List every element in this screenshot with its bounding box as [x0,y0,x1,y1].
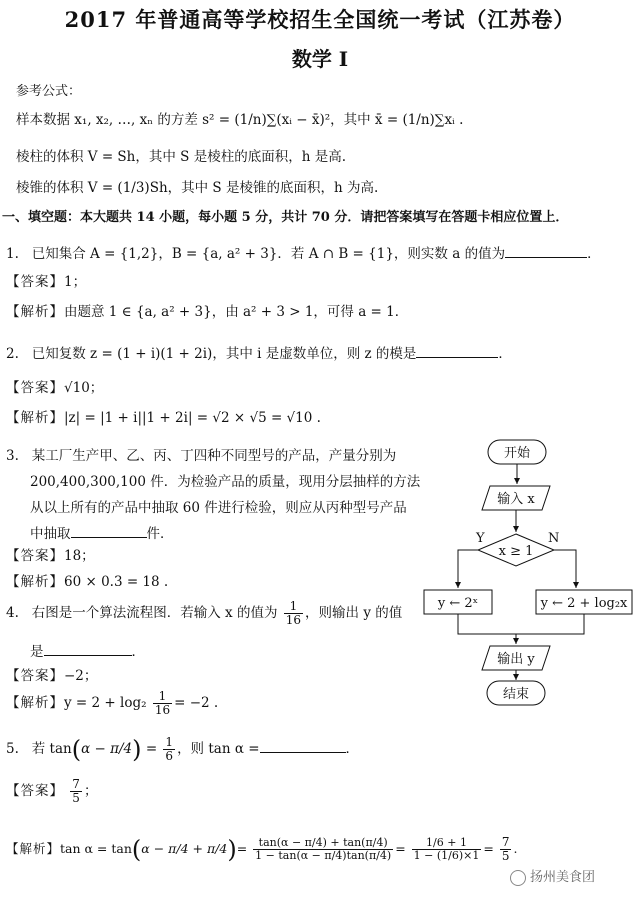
watermark [510,866,595,886]
question-number: 2. [6,346,19,362]
question-end: ． [345,741,360,758]
question-stem: ，则 tan α = [177,741,260,758]
analysis-2 [6,406,321,426]
answer-5 [6,778,97,805]
analysis-1 [6,300,408,320]
question-stem: 已知集合 A = {1,2}，B = {a, a² + 3}．若 A ∩ B = {1}，则实数 a 的值为 [31,246,506,262]
section-heading: 一、填空题：本大题共 14 小题，每小题 5 分，共计 70 分．请把答案填写在答题卡相应位置上． [2,210,569,225]
question-3-line-2: 200,400,300,100 件．为检验产品的质量，现用分层抽样的方法 [30,474,421,490]
fraction [253,837,393,862]
question-4-line-2 [30,640,145,660]
question-stem: ，则输出 y 的值 [305,605,403,622]
fraction-num: 1 [165,735,174,749]
fraction-den: 16 [154,703,171,718]
answer-label: 【答案】 [6,668,64,684]
answer-4 [6,664,97,684]
question-end: ． [131,644,145,660]
answer-label: 【答案】 [6,380,64,396]
fraction-num: 1/6 + 1 [412,837,482,850]
answer-value: ； [83,783,98,800]
question-1 [6,242,601,262]
question-3-line-3: 从以上所有的产品中抽取 60 件进行检验，则应从丙种型号产品 [30,500,407,516]
analysis-label: 【解析】 [6,695,64,712]
fraction-den: 16 [285,613,302,628]
question-number: 1. [6,246,19,262]
analysis-text: |z| = |1 + i||1 + 2i| = √2 × √5 = √10 . [64,410,321,426]
fraction [500,836,512,863]
watermark-text: 扬州美食团 [530,870,596,885]
fraction [70,778,82,805]
answer-value: −2； [64,668,98,684]
input-label: 输入 x [497,492,535,507]
question-3-line-4 [30,522,174,542]
fraction-den: 1 − tan(α − π/4)tan(π/4) [255,849,392,863]
yes-label: Y [476,531,485,546]
analysis-label: 【解析】 [6,304,64,320]
exam-title: 2017 年普通高等学校招生全国统一考试（江苏卷） [64,7,576,32]
analysis-text: tan α = tan [60,841,132,857]
question-3 [6,444,396,464]
output-label: 输出 y [497,652,535,667]
question-end: ． [498,346,512,362]
fraction-den: 1 − (1/6)×1 [413,849,480,863]
formula-prism: 棱柱的体积 V = Sh，其中 S 是棱柱的底面积，h 是高. [16,149,346,165]
fraction-num: 1 [284,600,303,614]
fraction [153,690,172,717]
question-number: 5. [6,741,19,758]
analysis-label: 【解析】 [6,410,64,426]
answer-blank [71,525,147,538]
answer-1 [6,270,86,290]
answer-label: 【答案】 [6,274,64,290]
math-expr: α − π/4 + π/4 [141,841,228,857]
question-stem: 是 [30,644,44,660]
analysis-text: = −2 . [174,695,219,712]
question-end: ． [587,246,601,262]
answer-value: 18； [64,548,95,564]
start-label: 开始 [503,446,531,461]
question-stem: 右图是一个算法流程图．若输入 x 的值为 [31,605,278,622]
analysis-text: = [236,841,248,857]
fraction-den: 5 [501,849,510,864]
algorithm-flowchart [420,438,635,708]
yes-branch-label: y ← 2ˣ [437,596,479,611]
analysis-text: y = 2 + log₂ [64,695,147,712]
fraction [412,837,482,862]
question-5: 5. 若 tan(α − π/4) = $\frac{1}{6}$ ，则 tan α = ． [6,735,360,764]
answer-value: √10； [64,380,104,396]
question-stem-line: 某工厂生产甲、乙、丙、丁四种不同型号的产品，产量分别为 [31,448,397,464]
question-number: 4. [6,605,19,622]
question-stem-line: 中抽取 [30,526,71,542]
analysis-text: . [513,841,518,857]
fraction-num: 1 [153,690,172,704]
exam-subtitle: 数学 I [291,47,349,71]
analysis-label: 【解析】 [6,841,61,857]
answer-label: 【答案】 [6,548,64,564]
wechat-icon [510,870,526,886]
formula-pyramid: 棱锥的体积 V = (1/3)Sh，其中 S 是棱锥的底面积，h 为高. [16,180,379,196]
question-stem: 若 tan [31,741,72,758]
fraction [284,600,303,627]
question-2 [6,342,512,362]
question-end: 件． [146,526,174,542]
question-stem: 已知复数 z = (1 + i)(1 + 2i)，其中 i 是虚数单位，则 z 的模是 [31,346,417,362]
formula-heading: 参考公式： [16,84,82,99]
analysis-4 [6,690,218,717]
question-4 [6,600,402,627]
answer-blank [505,245,587,258]
math-expr: α − π/4 [81,741,133,758]
analysis-text: = [395,841,406,857]
analysis-5: 【解析】tan α = tan(α − π/4 + π/4)= $\frac{\tan(\alpha - \pi/4) + \tan(\pi/4)}{1 - \tan(\alpha - \pi/4)\tan(\pi/4)}$ = $\frac{1/6 + 1}{1 - (1/6)\times 1}$ = $\frac{7}{5}$ . [6,835,518,864]
answer-label: 【答案】 [6,783,64,800]
formula-variance: 样本数据 x₁, x₂, …, xₙ 的方差 s² = (1/n)∑(xᵢ − x̄)²，其中 x̄ = (1/n)∑xᵢ . [16,112,464,128]
fraction-num: 7 [501,835,510,849]
fraction-num: tan(α − π/4) + tan(π/4) [253,837,393,850]
answer-blank [44,643,132,656]
answer-3 [6,544,95,564]
analysis-label: 【解析】 [6,574,64,590]
no-label: N [548,531,560,546]
answer-value: 1； [64,274,87,290]
analysis-text: 60 × 0.3 = 18 . [64,574,169,590]
fraction [163,736,175,763]
fraction-den: 6 [165,749,174,764]
answer-blank [416,345,498,358]
question-number: 3. [6,448,19,464]
analysis-3 [6,570,168,590]
question-stem: = [145,741,158,758]
analysis-text: = [483,841,494,857]
fraction-num: 7 [72,777,80,791]
end-label: 结束 [502,687,530,702]
condition-label: x ≥ 1 [498,544,534,559]
answer-2 [6,376,103,396]
answer-blank [260,740,346,753]
analysis-text: 由题意 1 ∈ {a, a² + 3}，由 a² + 3 > 1，可得 a = 1． [64,304,409,320]
no-branch-label: y ← 2 + log₂x [540,596,628,611]
fraction-den: 5 [72,791,80,806]
